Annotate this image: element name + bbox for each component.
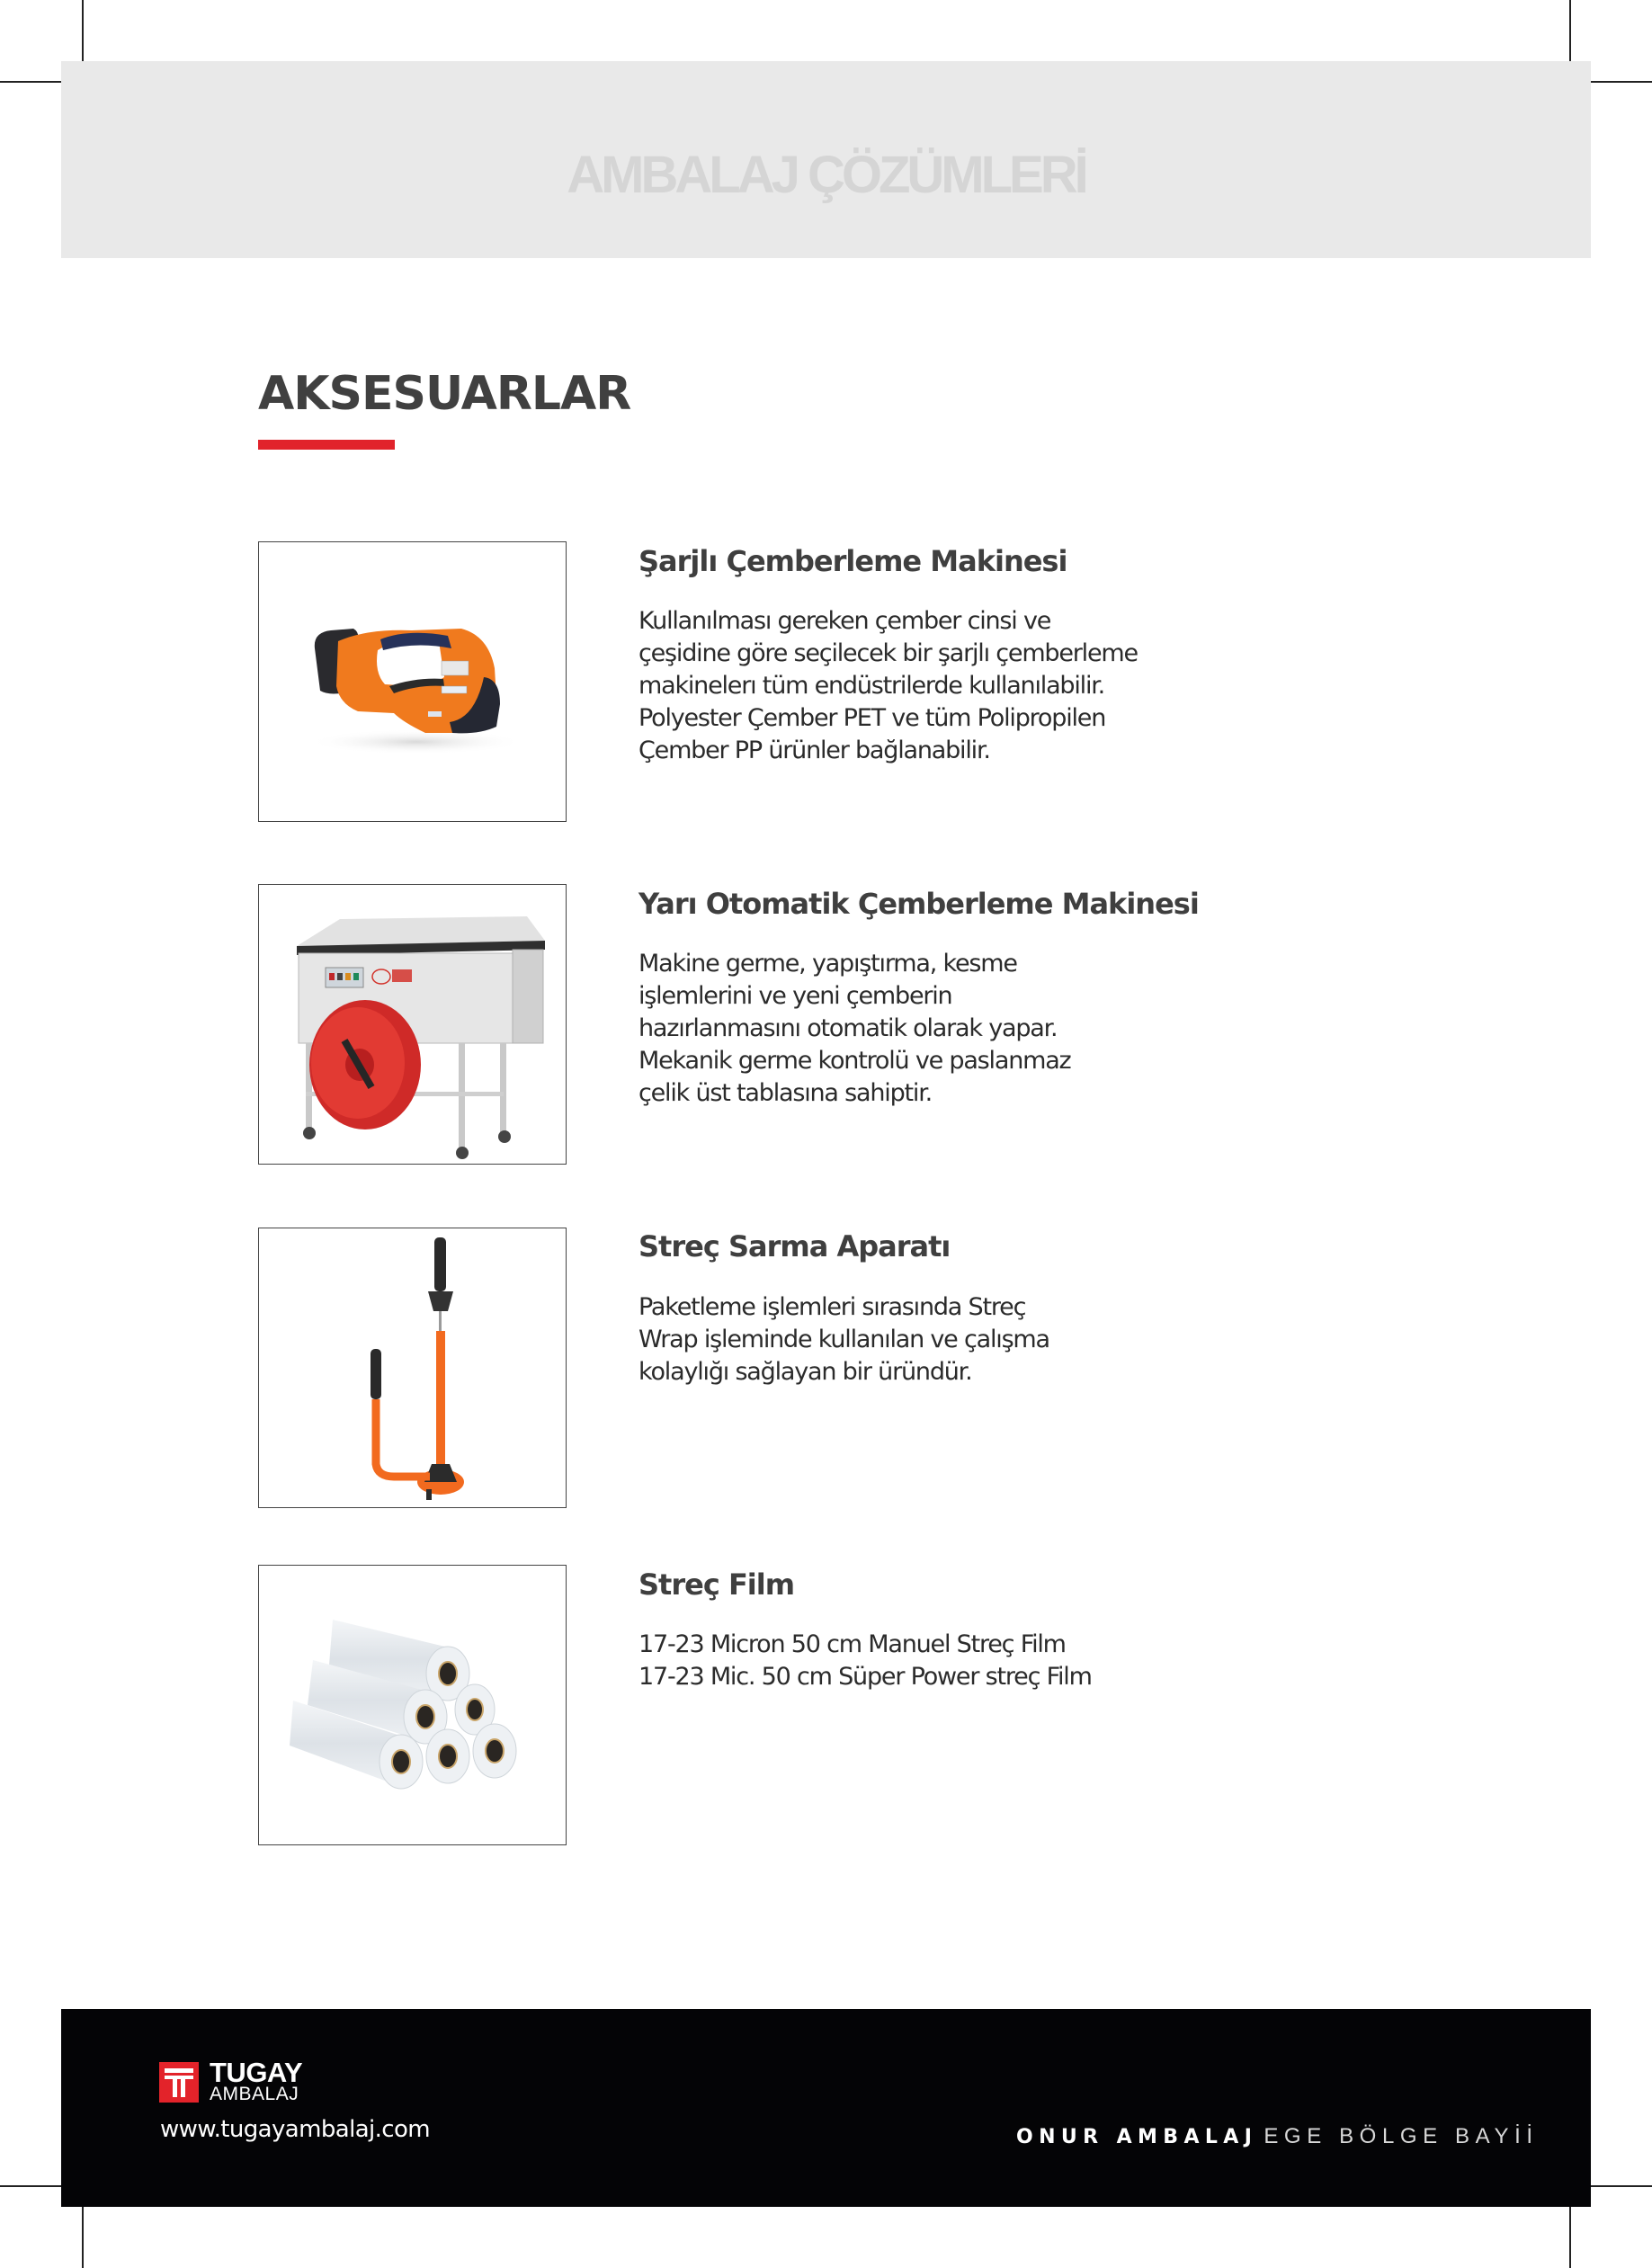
footer — [61, 2009, 1591, 2207]
header-title: AMBALAJ ÇÖZÜMLERİ — [567, 146, 1085, 204]
crop-mark — [82, 0, 84, 67]
description-line: Polyester Çember PET ve tüm Polipropilen — [638, 704, 1106, 732]
description-line: 17-23 Micron 50 cm Manuel Streç Film — [638, 1630, 1066, 1658]
description-line: Çember PP ürünler bağlanabilir. — [638, 737, 990, 764]
crop-mark — [1585, 81, 1652, 83]
crop-mark — [1569, 2201, 1571, 2268]
product-description — [638, 605, 1138, 767]
product-description — [638, 948, 1071, 1110]
description-line: Makine germe, yapıştırma, kesme — [638, 950, 1017, 978]
website-link[interactable]: www.tugayambalaj.com — [160, 2116, 431, 2143]
tagline-strong: ONUR AMBALAJ — [1016, 2126, 1258, 2148]
product-name: Streç Film — [638, 1567, 795, 1602]
description-line: çeşidine göre seçilecek bir şarjlı çemberleme — [638, 639, 1138, 667]
description-line: Mekanik germe kontrolü ve paslanmaz — [638, 1047, 1071, 1075]
description-line: 17-23 Mic. 50 cm Süper Power streç Film — [638, 1663, 1092, 1691]
product-image-stretch-wrap-dispenser — [258, 1228, 567, 1508]
section-underline — [258, 440, 395, 450]
product-image-semi-automatic-strapping-machine — [258, 884, 567, 1165]
product-item — [258, 541, 1427, 829]
product-item — [258, 1565, 1427, 1853]
header-band — [61, 61, 1591, 258]
logo-name: TUGAY — [210, 2057, 303, 2088]
section-title: AKSESUARLAR — [258, 367, 631, 421]
crop-mark — [0, 81, 67, 83]
product-description — [638, 1629, 1092, 1693]
product-description — [638, 1291, 1049, 1388]
description-line: Kullanılması gereken çember cinsi ve — [638, 607, 1051, 635]
description-line: Wrap işleminde kullanılan ve çalışma — [638, 1326, 1049, 1353]
description-line: işlemlerini ve yeni çemberin — [638, 982, 952, 1010]
description-line: Paketleme işlemleri sırasında Streç — [638, 1293, 1026, 1321]
product-image-battery-strapping-tool — [258, 541, 567, 822]
battery-strapping-tool-illustration — [259, 542, 566, 821]
crop-mark — [1569, 0, 1571, 67]
description-line: makinelerı tüm endüstrilerde kullanılabilir. — [638, 672, 1105, 700]
product-name: Streç Sarma Aparatı — [638, 1229, 951, 1263]
product-name: Yarı Otomatik Çemberleme Makinesi — [638, 887, 1199, 921]
product-image-stretch-film-rolls — [258, 1565, 567, 1845]
product-item — [258, 884, 1427, 1172]
logo-subtitle: AMBALAJ — [210, 2084, 299, 2104]
stretch-wrap-dispenser-illustration — [259, 1228, 566, 1507]
description-line: çelik üst tablasına sahiptir. — [638, 1079, 933, 1107]
description-line: hazırlanmasını otomatik olarak yapar. — [638, 1014, 1058, 1042]
product-item — [258, 1228, 1427, 1515]
stretch-film-rolls-illustration — [259, 1566, 566, 1844]
crop-mark — [82, 2201, 84, 2268]
tugay-logo-icon — [159, 2062, 199, 2103]
product-name: Şarjlı Çemberleme Makinesi — [638, 544, 1067, 578]
footer-tagline — [1016, 2124, 1539, 2150]
crop-mark — [1585, 2185, 1652, 2187]
semi-automatic-strapping-machine-illustration — [259, 885, 566, 1164]
tagline-light: EGE BÖLGE BAYİİ — [1264, 2124, 1539, 2148]
crop-mark — [0, 2185, 67, 2187]
description-line: kolaylığı sağlayan bir üründür. — [638, 1358, 972, 1386]
